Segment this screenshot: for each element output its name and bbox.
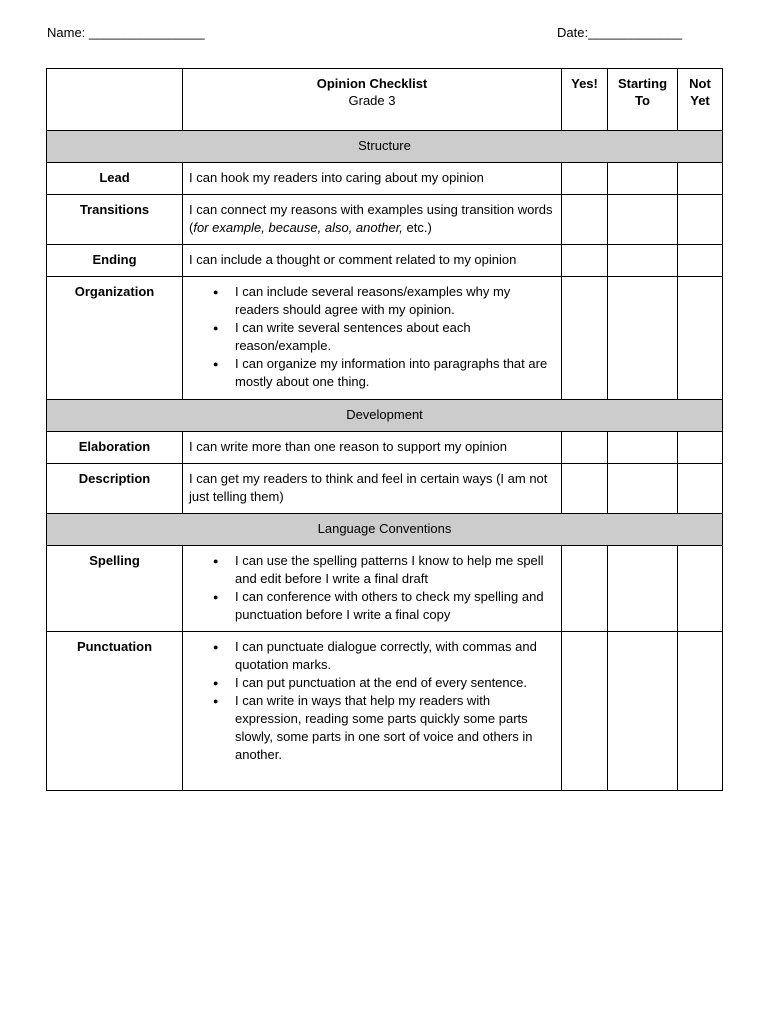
check-cell-yes[interactable] [562, 195, 608, 245]
checklist-title-cell [183, 69, 562, 131]
date-line: Date:_____________ [557, 25, 683, 40]
description-transitions-text-1: I can connect my reasons with examples using transition words ( [189, 202, 553, 235]
check-cell-starting-to[interactable] [608, 432, 678, 464]
check-cell-starting-to[interactable] [608, 245, 678, 277]
check-cell-starting-to[interactable] [608, 163, 678, 195]
check-cell-yes[interactable] [562, 277, 608, 400]
checklist-title: Opinion Checklist [316, 76, 428, 91]
category-punctuation: Punctuation [47, 632, 183, 791]
section-title-development: Development [47, 400, 723, 432]
table-row-lead [47, 163, 723, 195]
section-row-development [47, 400, 723, 432]
category-elaboration: Elaboration [47, 432, 183, 464]
check-cell-yes[interactable] [562, 432, 608, 464]
header-blank-cell [47, 69, 183, 131]
check-cell-not-yet[interactable] [678, 195, 723, 245]
table-row-transitions [47, 195, 723, 245]
checklist-grade: Grade 3 [348, 93, 396, 108]
column-header-starting-to: Starting To [608, 69, 678, 131]
list-item: ● I can write in ways that help my readers with expression, reading some parts quickly some parts slowly, some parts in one sort of voice and others in another. [235, 692, 555, 764]
description-transitions [183, 195, 562, 245]
check-cell-yes[interactable] [562, 632, 608, 791]
description-organization [183, 277, 562, 400]
table-row-spelling [47, 546, 723, 632]
check-cell-not-yet[interactable] [678, 632, 723, 791]
name-line: Name: ________________ [47, 25, 205, 40]
list-item: ● I can punctuate dialogue correctly, with commas and quotation marks. [235, 638, 555, 674]
table-row-description [47, 464, 723, 514]
check-cell-starting-to[interactable] [608, 464, 678, 514]
list-item: ● I can include several reasons/examples why my readers should agree with my opinion. [235, 283, 555, 319]
check-cell-starting-to[interactable] [608, 195, 678, 245]
description-ending: I can include a thought or comment related to my opinion [183, 245, 562, 277]
description-description: I can get my readers to think and feel in certain ways (I am not just telling them) [183, 464, 562, 514]
check-cell-not-yet[interactable] [678, 245, 723, 277]
check-cell-not-yet[interactable] [678, 163, 723, 195]
check-cell-starting-to[interactable] [608, 546, 678, 632]
opinion-checklist-table [46, 68, 723, 791]
check-cell-not-yet[interactable] [678, 432, 723, 464]
column-header-not-yet: Not Yet [678, 69, 723, 131]
check-cell-not-yet[interactable] [678, 277, 723, 400]
section-title-language-conventions: Language Conventions [47, 514, 723, 546]
list-item: ● I can conference with others to check my spelling and punctuation before I write a final copy [235, 588, 555, 624]
list-item: ● I can use the spelling patterns I know to help me spell and edit before I write a final draft [235, 552, 555, 588]
check-cell-yes[interactable] [562, 163, 608, 195]
section-title-structure: Structure [47, 131, 723, 163]
table-row-organization [47, 277, 723, 400]
check-cell-not-yet[interactable] [678, 464, 723, 514]
header-row [47, 69, 723, 131]
description-punctuation [183, 632, 562, 791]
table-row-elaboration [47, 432, 723, 464]
table-row-ending [47, 245, 723, 277]
check-cell-starting-to[interactable] [608, 277, 678, 400]
section-row-structure [47, 131, 723, 163]
description-elaboration: I can write more than one reason to support my opinion [183, 432, 562, 464]
check-cell-starting-to[interactable] [608, 632, 678, 791]
description-spelling [183, 546, 562, 632]
category-organization: Organization [47, 277, 183, 400]
table-row-punctuation [47, 632, 723, 791]
description-transitions-examples: for example, because, also, another, [193, 220, 403, 235]
category-lead: Lead [47, 163, 183, 195]
list-item: ● I can put punctuation at the end of every sentence. [235, 674, 555, 692]
check-cell-not-yet[interactable] [678, 546, 723, 632]
list-item: ● I can organize my information into paragraphs that are mostly about one thing. [235, 355, 555, 391]
category-spelling: Spelling [47, 546, 183, 632]
check-cell-yes[interactable] [562, 464, 608, 514]
check-cell-yes[interactable] [562, 245, 608, 277]
category-description: Description [47, 464, 183, 514]
description-transitions-text-2: etc.) [402, 220, 432, 235]
list-item: ● I can write several sentences about each reason/example. [235, 319, 555, 355]
category-transitions: Transitions [47, 195, 183, 245]
column-header-yes: Yes! [562, 69, 608, 131]
description-lead: I can hook my readers into caring about my opinion [183, 163, 562, 195]
spelling-bullet-list [189, 552, 555, 624]
category-ending: Ending [47, 245, 183, 277]
punctuation-bullet-list [189, 638, 555, 764]
check-cell-yes[interactable] [562, 546, 608, 632]
organization-bullet-list [189, 283, 555, 391]
section-row-language-conventions [47, 514, 723, 546]
